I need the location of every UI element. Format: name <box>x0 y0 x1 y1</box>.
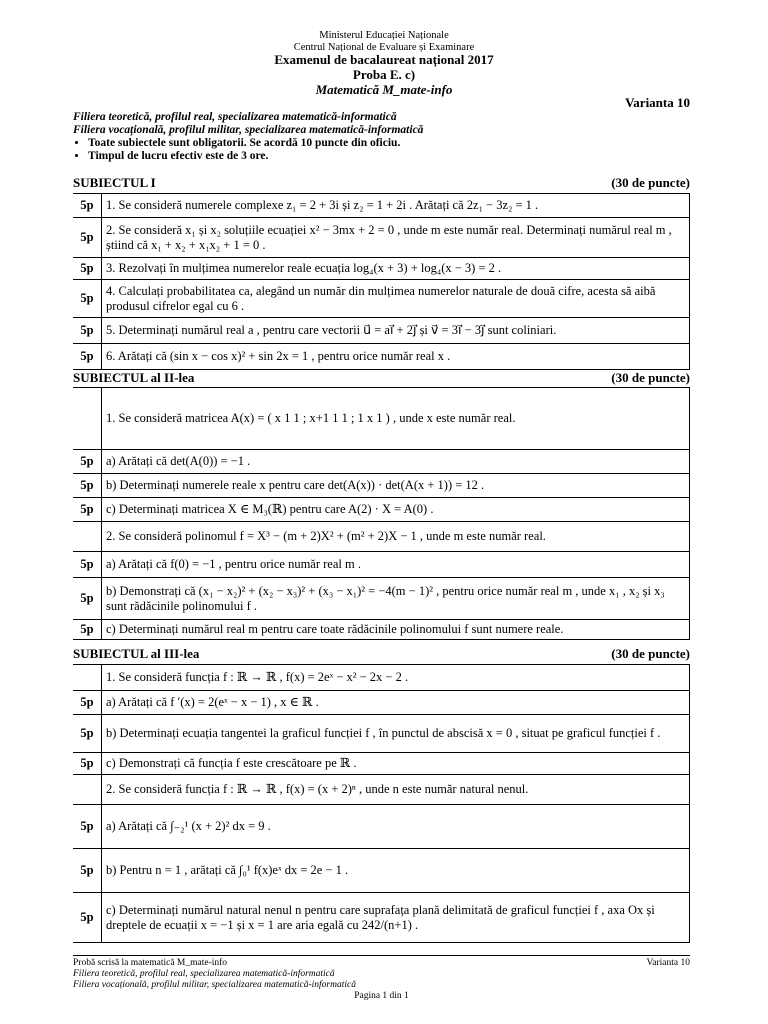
problem-text: b) Determinați ecuația tangentei la graficul funcției f , în punctul de abscisă x = 0 , situat pe graficul funcției f . <box>102 715 690 753</box>
problem-row <box>73 522 690 552</box>
footer-track-1: Filiera teoretică, profilul real, specializarea matematică-informatică <box>73 969 335 979</box>
points-cell: 5p <box>73 194 102 218</box>
section-3-header <box>73 646 690 662</box>
points-cell: 5p <box>73 753 102 775</box>
section-title: SUBIECTUL al III-lea <box>73 646 200 661</box>
problem-text: 5. Determinați numărul real a , pentru care vectorii u⃗ = ai⃗ + 2j⃗ și v⃗ = 3i⃗ − 3j⃗ sunt coliniari. <box>102 318 690 344</box>
problem-text: c) Determinați numărul real m pentru care toate rădăcinile polinomului f sunt numere reale. <box>102 620 690 640</box>
problem-text: 6. Arătați că (sin x − cos x)² + sin 2x = 1 , pentru orice număr real x . <box>102 344 690 370</box>
problem-text: 4. Calculați probabilitatea ca, alegând un număr din mulțimea numerelor naturale de două cifre, acesta să aibă produsul cifrelor egal cu 6 . <box>102 280 690 318</box>
rules-list <box>73 137 423 163</box>
problem-row <box>73 450 690 474</box>
section-points: (30 de puncte) <box>611 646 690 661</box>
problem-row <box>73 318 690 344</box>
points-cell: 5p <box>73 280 102 318</box>
problem-row <box>73 280 690 318</box>
problem-row <box>73 474 690 498</box>
problem-text: c) Determinați numărul natural nenul n pentru care suprafața plană delimitată de graficul funcției f , axa Ox și dreptele de ecuații x = −1 și x = 1 are aria egală cu 242/(n+1) . <box>102 893 690 943</box>
footer-title: Probă scrisă la matematică M_mate-info <box>73 958 228 968</box>
points-cell <box>73 522 102 552</box>
problem-text: a) Arătați că f ′(x) = 2(eˣ − x − 1) , x ∈ ℝ . <box>102 691 690 715</box>
problem-row <box>73 665 690 691</box>
problem-row <box>73 578 690 620</box>
problem-row <box>73 194 690 218</box>
section-points: (30 de puncte) <box>611 175 690 190</box>
points-cell: 5p <box>73 344 102 370</box>
problem-row <box>73 893 690 943</box>
problem-row <box>73 552 690 578</box>
problem-row <box>73 344 690 370</box>
points-cell: 5p <box>73 218 102 258</box>
problem-text: 2. Se consideră polinomul f = X³ − (m + 2)X² + (m² + 2)X − 1 , unde m este număr real. <box>102 522 690 552</box>
page-footer <box>73 955 690 1002</box>
rule-item: • Timpul de lucru efectiv este de 3 ore. <box>88 150 423 163</box>
problem-text: 2. Se consideră x₁ și x₂ soluțiile ecuației x² − 3mx + 2 = 0 , unde m este număr real. Determinați numărul real m , știind că x₁ + x₂ + x₁x₂ + 1 = 0 . <box>102 218 690 258</box>
section-1-header <box>73 175 690 191</box>
points-cell: 5p <box>73 620 102 640</box>
footer-track-2: Filiera vocațională, profilul militar, specializarea matematică-informatică <box>73 980 356 990</box>
problem-text: b) Demonstrați că (x₁ − x₂)² + (x₂ − x₃)² + (x₃ − x₁)² = −4(m − 1)² , pentru orice număr real m , unde x₁ , x₂ și x₃ sunt rădăcinile polinomului f . <box>102 578 690 620</box>
problem-row <box>73 753 690 775</box>
problem-row <box>73 849 690 893</box>
problem-text: 1. Se consideră numerele complexe z₁ = 2 + 3i și z₂ = 1 + 2i . Arătați că 2z₁ − 3z₂ = 1 . <box>102 194 690 218</box>
problem-text: 2. Se consideră funcția f : ℝ → ℝ , f(x) = (x + 2)ⁿ , unde n este număr natural nenul. <box>102 775 690 805</box>
exam-title: Examenul de bacalaureat național 2017 <box>274 52 494 67</box>
problem-row <box>73 691 690 715</box>
problem-text: b) Determinați numerele reale x pentru care det(A(x)) · det(A(x + 1)) = 12 . <box>102 474 690 498</box>
problem-text: c) Determinați matricea X ∈ M₃(ℝ) pentru care A(2) · X = A(0) . <box>102 498 690 522</box>
section-points: (30 de puncte) <box>611 370 690 385</box>
problem-text: b) Pentru n = 1 , arătați că ∫₀¹ f(x)eˣ dx = 2e − 1 . <box>102 849 690 893</box>
problem-text: 1. Se consideră funcția f : ℝ → ℝ , f(x) = 2eˣ − x² − 2x − 2 . <box>102 665 690 691</box>
section-1-table <box>73 193 690 370</box>
problem-row <box>73 715 690 753</box>
section-3-table <box>73 664 690 943</box>
track-line-1: Filiera teoretică, profilul real, specializarea matematică-informatică <box>73 111 397 123</box>
points-cell: 5p <box>73 318 102 344</box>
footer-variant: Varianta 10 <box>646 958 690 968</box>
exam-proba: Proba E. c) <box>352 67 416 82</box>
points-cell: 5p <box>73 474 102 498</box>
problem-text: 3. Rezolvați în mulțimea numerelor reale ecuația log₄(x + 3) + log₄(x − 3) = 2 . <box>102 258 690 280</box>
points-cell: 5p <box>73 805 102 849</box>
problem-text: a) Arătați că f(0) = −1 , pentru orice număr real m . <box>102 552 690 578</box>
problem-row <box>73 805 690 849</box>
problem-row <box>73 258 690 280</box>
section-title: SUBIECTUL al II-lea <box>73 370 195 385</box>
points-cell: 5p <box>73 258 102 280</box>
points-cell <box>73 775 102 805</box>
problem-text: a) Arătați că ∫₋₂¹ (x + 2)² dx = 9 . <box>102 805 690 849</box>
points-cell <box>73 665 102 691</box>
exam-instructions <box>73 111 423 163</box>
problem-row <box>73 218 690 258</box>
points-cell: 5p <box>73 552 102 578</box>
problem-row <box>73 620 690 640</box>
points-cell: 5p <box>73 715 102 753</box>
track-line-2: Filiera vocațională, profilul militar, specializarea matematică-informatică <box>73 124 424 136</box>
page-number: Pagina 1 din 1 <box>354 991 409 1001</box>
problem-text: 1. Se consideră matricea A(x) = ( x 1 1 ; x+1 1 1 ; 1 x 1 ) , unde x este număr real. <box>102 388 690 450</box>
variant-label: Varianta 10 <box>625 95 690 110</box>
center-name: Centrul Național de Evaluare și Examinare <box>293 42 475 53</box>
section-2-table <box>73 387 690 640</box>
points-cell: 5p <box>73 450 102 474</box>
problem-row <box>73 498 690 522</box>
points-cell: 5p <box>73 498 102 522</box>
points-cell: 5p <box>73 893 102 943</box>
problem-text: a) Arătați că det(A(0)) = −1 . <box>102 450 690 474</box>
points-cell: 5p <box>73 691 102 715</box>
points-cell <box>73 388 102 450</box>
section-2-header <box>73 370 690 386</box>
ministry-name: Ministerul Educației Naționale <box>319 30 449 41</box>
rule-item: • Toate subiectele sunt obligatorii. Se acordă 10 puncte din oficiu. <box>88 137 423 150</box>
section-title: SUBIECTUL I <box>73 175 156 190</box>
institution-header <box>0 30 768 54</box>
problem-row <box>73 775 690 805</box>
problem-row <box>73 388 690 450</box>
problem-text: c) Demonstrați că funcția f este crescătoare pe ℝ . <box>102 753 690 775</box>
exam-subject: Matematică M_mate-info <box>315 82 453 97</box>
points-cell: 5p <box>73 578 102 620</box>
exam-header <box>0 52 768 97</box>
points-cell: 5p <box>73 849 102 893</box>
